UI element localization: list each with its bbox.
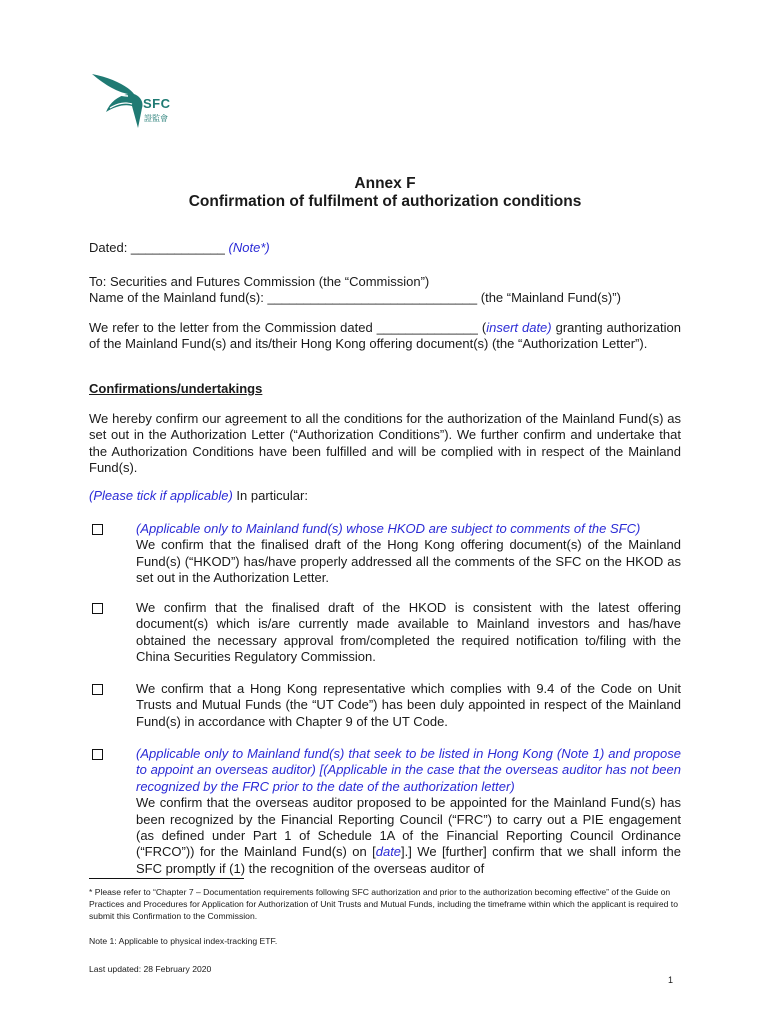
list-item bbox=[136, 746, 681, 877]
logo-text: SFC bbox=[143, 96, 171, 111]
confirm-paragraph: We hereby confirm our agreement to all the conditions for the authorization of the Mainland Fund(s) as set out in the Authorization Letter (“Authorization Conditions”). We further confirm and undertake that the Authorization Conditions have been fulfilled and will be complied with in respect of the Mainland Fund(s). bbox=[89, 411, 681, 476]
note-1: Note 1: Applicable to physical index-tracking ETF. bbox=[89, 936, 278, 946]
item-4-text-end: ].] We [further] confirm that we shall inform the SFC promptly if (1) the recognition of the overseas auditor of bbox=[136, 844, 681, 876]
list-item bbox=[136, 521, 681, 587]
list-item: We confirm that a Hong Kong representative which complies with 9.4 of the Code on Unit Trusts and Mutual Funds (the “UT Code”) has been duly appointed in respect of the Mainland Fund(s) in accordance with Chapter 9 of the UT Code. bbox=[136, 681, 681, 729]
item-4-applicability: (Applicable only to Mainland fund(s) that seek to be listed in Hong Kong (Note 1) and propose to appoint an overseas auditor) bbox=[136, 746, 681, 778]
checkbox-item-3[interactable] bbox=[92, 684, 103, 695]
footnote: * Please refer to “Chapter 7 – Documentation requirements following SFC authorization and prior to the authorization becoming effective” of the Guide on Practices and Procedures for Application for Authorization of Unit Trusts and Mutual Funds, including the timeframe within which the applicant is required to submit this Confirmation to the Commission. bbox=[89, 887, 678, 921]
section-heading: Confirmations/undertakings bbox=[89, 381, 263, 396]
tick-instruction bbox=[89, 488, 681, 504]
item-1-text: We confirm that the finalised draft of the Hong Kong offering document(s) of the Mainland Fund(s) (“HKOD”) has/have properly addressed all the comments of the SFC on the HKOD as set out in the Authorization Letter. bbox=[136, 537, 681, 586]
tick-note: (Please tick if applicable) bbox=[89, 488, 233, 503]
page-number: 1 bbox=[668, 975, 674, 985]
tick-text: In particular: bbox=[232, 488, 308, 503]
insert-date-note: insert date) bbox=[486, 320, 552, 335]
dated-note: (Note*) bbox=[228, 240, 270, 255]
item-4-bracket-note: [(Applicable in the case that the overseas auditor has not been recognized by the FRC prior to the date of the authorization letter) bbox=[136, 762, 681, 794]
checkbox-item-1[interactable] bbox=[92, 524, 103, 535]
footnote-divider bbox=[89, 878, 244, 879]
document-title: Confirmation of fulfilment of authorization conditions bbox=[188, 193, 582, 210]
fund-name-line: Name of the Mainland fund(s): _____________________________ (the “Mainland Fund(s)”) bbox=[89, 290, 621, 305]
refer-text: We refer to the letter from the Commission dated ______________ ( bbox=[89, 320, 487, 335]
dated-label: Dated: _____________ bbox=[89, 240, 225, 255]
to-line: To: Securities and Futures Commission (the “Commission”) bbox=[89, 274, 430, 289]
refer-paragraph bbox=[89, 320, 681, 353]
checkbox-item-2[interactable] bbox=[92, 603, 103, 614]
item-4-date: date bbox=[375, 844, 402, 860]
refer-text-end: granting authorization of the Mainland Fund(s) and its/their Hong Kong offering document(s) (the “Authorization Letter”). bbox=[89, 320, 681, 352]
item-1-applicability: (Applicable only to Mainland fund(s) whose HKOD are subject to comments of the SFC) bbox=[136, 521, 641, 536]
dated-line bbox=[89, 240, 681, 256]
item-4-text: We confirm that the overseas auditor proposed to be appointed for the Mainland Fund(s) has been recognized by the Financial Reporting Council (“FRC”) to carry out a PIE engagement (as defined under Part 1 of Schedule 1A of the Financial Reporting Council Ordinance (“FRCO”)) for the Mainland Fund(s) on [ bbox=[136, 795, 681, 860]
checkbox-item-4[interactable] bbox=[92, 749, 103, 760]
last-updated: Last updated: 28 February 2020 bbox=[89, 964, 212, 974]
logo-text-chinese: 證監會 bbox=[144, 114, 168, 123]
list-item: We confirm that the finalised draft of the HKOD is consistent with the latest offering document(s) which is/are currently made available to Mainland investors and has/have obtained the necessary approval from/completed the required notification to/filing with the China Securities Regulatory Commission. bbox=[136, 600, 681, 665]
annex-title: Annex F bbox=[354, 175, 416, 192]
